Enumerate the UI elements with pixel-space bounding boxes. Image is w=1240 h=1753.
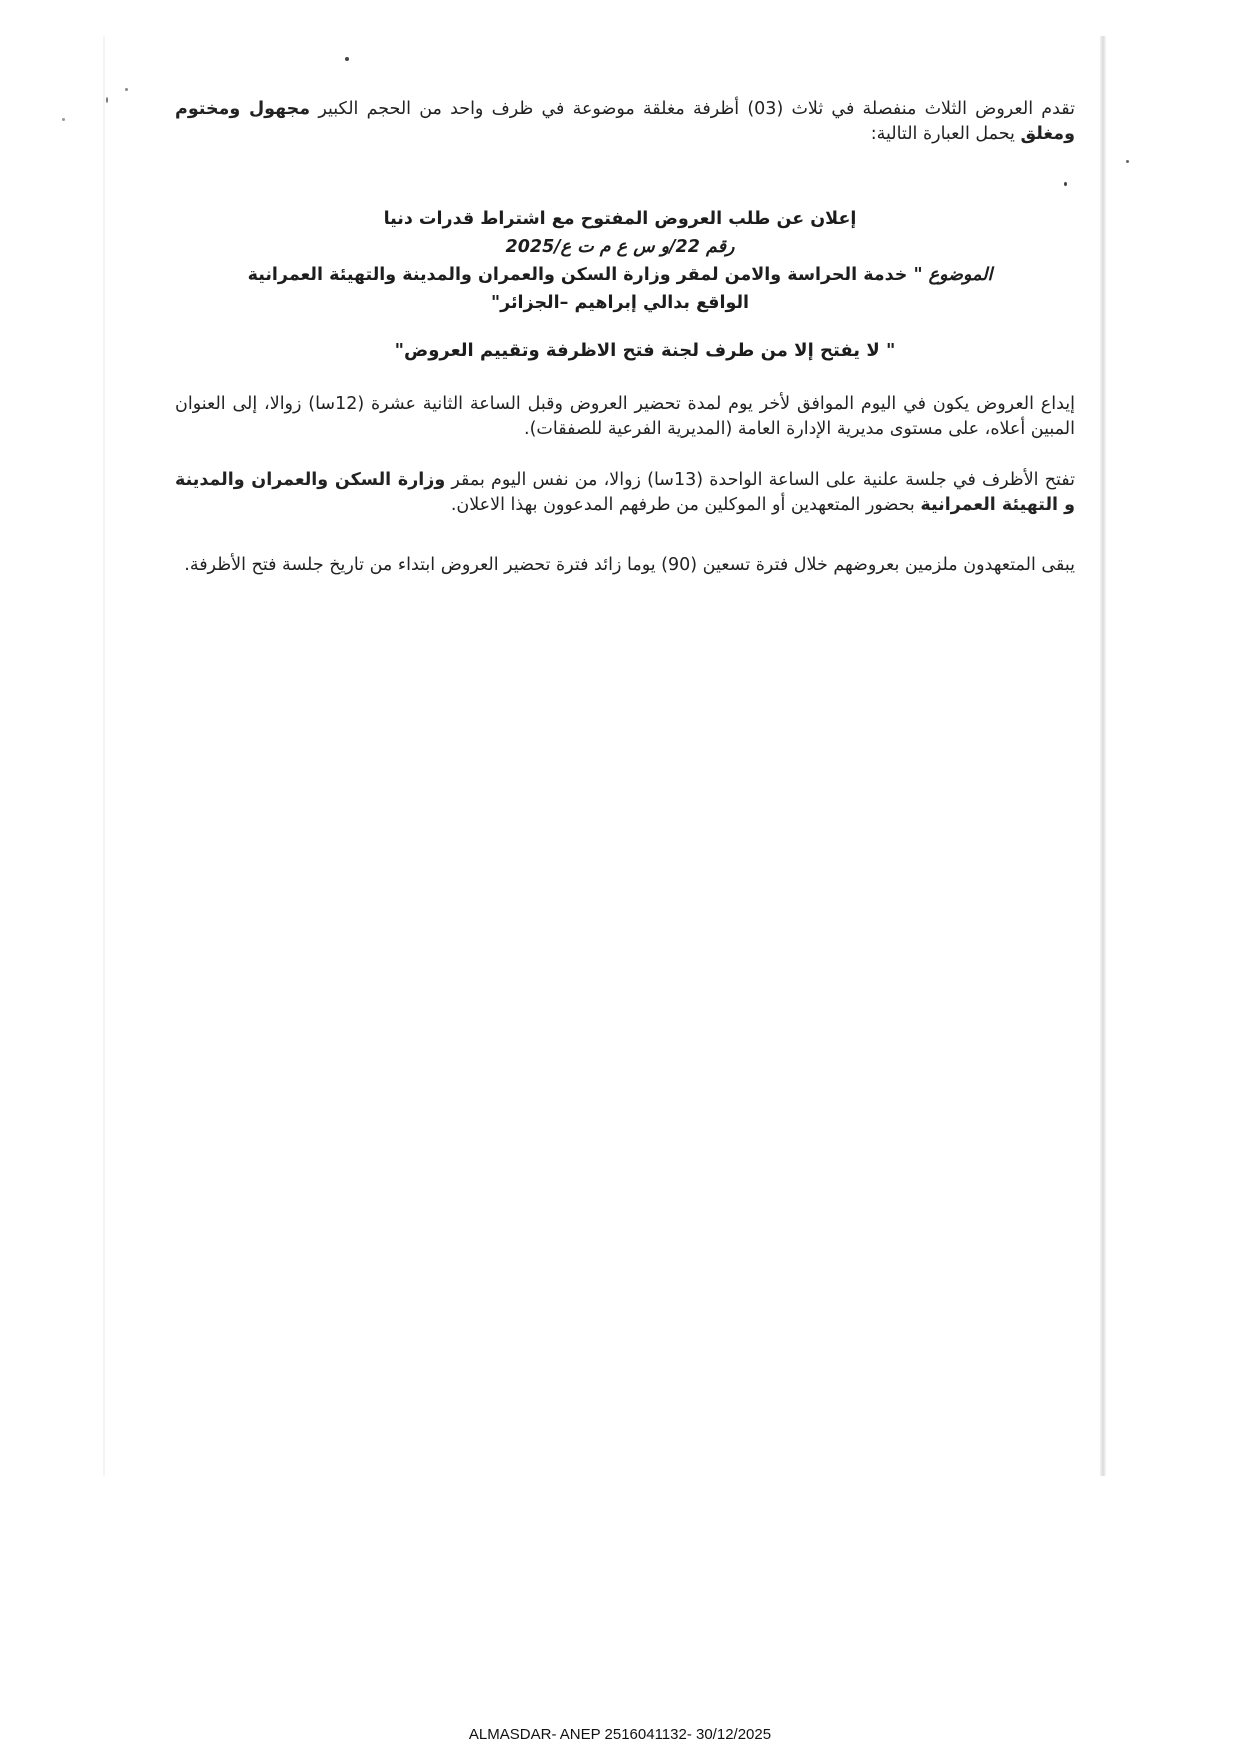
scan-left-edge <box>103 36 105 1476</box>
scan-speck <box>62 118 65 121</box>
footer-reference: ALMASDAR- ANEP 2516041132- 30/12/2025 <box>468 1726 772 1743</box>
announcement-location: الواقع بدالي إبراهيم –الجزائر" <box>490 293 750 313</box>
intro-tail-text: يحمل العبارة التالية: <box>870 124 1021 144</box>
deposit-paragraph: إيداع العروض يكون في اليوم الموافق لأخر يوم لمدة تحضير العروض وقبل الساعة الثانية عشرة (12سا) زوالا، إلى العنوان المبين أعلاه، على مستوى مديرية الإدارة العامة (المديرية الفرعية للصفقات). <box>175 394 1076 439</box>
opening-paragraph <box>175 468 1075 518</box>
subject-text: " خدمة الحراسة والامن لمقر وزارة السكن والعمران والمدينة والتهيئة العمرانية <box>247 265 929 285</box>
scan-speck <box>345 57 349 61</box>
intro-paragraph <box>175 97 1075 147</box>
opening-tail-text: بحضور المتعهدين أو الموكلين من طرفهم المدعوون بهذا الاعلان. <box>450 495 921 515</box>
scan-speck <box>1064 182 1067 186</box>
do-not-open-notice: " لا يفتح إلا من طرف لجنة فتح الاظرفة وتقييم العروض" <box>394 340 896 361</box>
subject-label: الموضوع <box>928 265 993 285</box>
announcement-block <box>220 205 1020 317</box>
ministry-name: وزارة السكن والعمران والمدينة و التهيئة العمرانية <box>175 470 1075 515</box>
announcement-subject-line <box>220 261 1020 289</box>
announcement-title: إعلان عن طلب العروض المفتوح مع اشتراط قدرات دنيا <box>383 209 857 229</box>
opening-text: تفتح الأظرف في جلسة علنية على الساعة الواحدة (13سا) زوالا، من نفس اليوم بمقر <box>445 470 1075 490</box>
scan-speck <box>125 88 128 91</box>
announcement-number: رقم 22/و س ع م ت ع/2025 <box>505 237 735 257</box>
scan-right-edge <box>1100 36 1106 1476</box>
intro-bold-text: مجهول ومختوم ومغلق <box>175 99 1075 144</box>
intro-text: تقدم العروض الثلاث منفصلة في ثلاث (03) أظرفة مغلقة موضوعة في ظرف واحد من الحجم الكبير <box>310 99 1075 119</box>
scan-speck <box>1126 160 1129 163</box>
scan-speck <box>106 97 108 103</box>
validity-paragraph: يبقى المتعهدون ملزمين بعروضهم خلال فترة تسعين (90) يوما زائد فترة تحضير العروض ابتداء من تاريخ جلسة فتح الأظرفة. <box>184 555 1075 575</box>
